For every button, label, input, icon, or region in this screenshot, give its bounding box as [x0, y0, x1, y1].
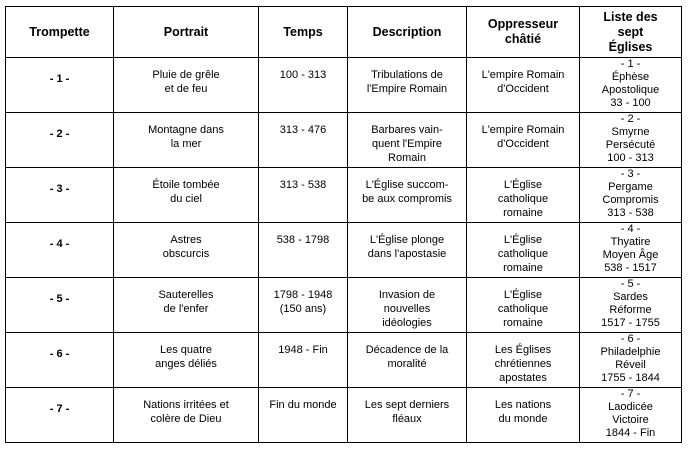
header-time [259, 7, 348, 58]
trumpet-number: - 5 - [49, 293, 70, 305]
church-name: Smyrne [611, 126, 650, 138]
oppressor-cell [467, 278, 580, 333]
trumpet-cell [6, 333, 114, 388]
church-period: 1517 - 1755 [601, 317, 660, 329]
portrait-cell [114, 113, 259, 168]
church-trait: Apostolique [601, 84, 660, 96]
church-period: 313 - 538 [607, 207, 654, 219]
oppressor-line: apostates [499, 372, 547, 384]
church-number: - 1 - [620, 58, 641, 70]
church-cell [580, 58, 682, 113]
time-cell [259, 278, 348, 333]
table-row [6, 58, 682, 113]
trumpet-cell [6, 223, 114, 278]
description-line: l'Empire Romain [366, 83, 448, 95]
portrait-cell [114, 278, 259, 333]
trumpet-cell [6, 278, 114, 333]
church-number: - 6 - [620, 333, 641, 345]
header-churches-line-2: sept [617, 24, 644, 39]
oppressor-line: romaine [503, 207, 543, 219]
portrait-line: du ciel [170, 193, 202, 205]
oppressor-line: d'Occident [497, 138, 549, 150]
oppressor-line: catholique [497, 303, 549, 315]
portrait-cell [114, 333, 259, 388]
description-cell [348, 388, 467, 443]
church-period: 33 - 100 [610, 97, 651, 109]
oppressor-line: romaine [503, 317, 543, 329]
church-cell [580, 333, 682, 388]
description-line: nouvelles [383, 303, 431, 315]
header-oppressor [467, 7, 580, 58]
description-line: L'Église plonge [369, 234, 445, 246]
time-line: 313 - 538 [279, 179, 327, 191]
trumpet-number: - 1 - [49, 73, 70, 85]
time-cell [259, 58, 348, 113]
time-cell [259, 223, 348, 278]
description-cell [348, 168, 467, 223]
church-trait: Victoire [612, 414, 649, 426]
trumpet-number: - 6 - [49, 348, 70, 360]
time-cell [259, 168, 348, 223]
header-trumpet-text: Trompette [29, 24, 90, 39]
description-line: Barbares vain- [371, 124, 443, 136]
oppressor-line: romaine [503, 262, 543, 274]
trumpet-cell [6, 388, 114, 443]
church-name: Éphèse [611, 71, 650, 83]
table-row [6, 223, 682, 278]
header-description [348, 7, 467, 58]
church-cell [580, 223, 682, 278]
oppressor-line: L'empire Romain [481, 69, 565, 81]
description-line: quent l'Empire [372, 138, 442, 150]
church-name: Laodicée [608, 401, 653, 413]
portrait-line: Nations irritées et [143, 399, 229, 411]
portrait-cell [114, 223, 259, 278]
portrait-line: de l'enfer [163, 303, 209, 315]
description-line: Invasion de [378, 289, 436, 301]
header-oppressor-line-2: châtié [504, 32, 542, 46]
oppressor-cell [467, 223, 580, 278]
trumpet-cell [6, 113, 114, 168]
table-header-row [6, 7, 682, 58]
oppressor-line: catholique [497, 248, 549, 260]
time-line: (150 ans) [279, 303, 327, 315]
description-cell [348, 113, 467, 168]
time-line: 538 - 1798 [276, 234, 330, 246]
church-name: Pergame [608, 181, 653, 193]
description-line: dans l'apostasie [367, 248, 447, 260]
description-line: Décadence de la [365, 344, 449, 356]
oppressor-line: d'Occident [497, 83, 549, 95]
oppressor-line: chrétiennes [494, 358, 552, 370]
church-name: Thyatire [610, 236, 651, 248]
oppressor-line: Les nations [494, 399, 552, 411]
portrait-line: et de feu [164, 83, 208, 95]
church-trait: Réveil [615, 359, 646, 371]
portrait-line: Astres [170, 234, 202, 246]
header-churches-line-1: Liste des [603, 9, 658, 24]
header-time-text: Temps [283, 24, 323, 39]
table-row [6, 168, 682, 223]
header-churches [580, 7, 682, 58]
oppressor-line: catholique [497, 193, 549, 205]
oppressor-line: L'Église [503, 179, 543, 191]
portrait-line: Sauterelles [158, 289, 214, 301]
church-number: - 7 - [620, 388, 641, 400]
time-line: 1948 - Fin [278, 344, 328, 356]
description-line: Romain [388, 152, 426, 164]
oppressor-line: L'Église [503, 289, 543, 301]
church-cell [580, 388, 682, 443]
description-line: L'Église succom- [365, 179, 449, 191]
church-trait: Persécuté [605, 139, 656, 151]
time-line: 100 - 313 [279, 69, 327, 81]
portrait-line: Étoile tombée [152, 179, 220, 191]
church-period: 1844 - Fin [605, 427, 656, 439]
description-cell [348, 223, 467, 278]
portrait-line: Montagne dans [148, 124, 224, 136]
church-name: Philadelphie [600, 346, 661, 358]
header-portrait [114, 7, 259, 58]
time-cell [259, 388, 348, 443]
church-name: Sardes [613, 291, 648, 303]
portrait-line: Les quatre [160, 344, 212, 356]
church-trait: Moyen Âge [602, 249, 659, 261]
church-cell [580, 278, 682, 333]
trumpet-number: - 4 - [49, 238, 70, 250]
portrait-line: obscurcis [162, 248, 210, 260]
oppressor-line: du monde [498, 413, 548, 425]
time-line: Fin du monde [269, 399, 337, 411]
church-trait: Réforme [609, 304, 652, 316]
portrait-line: Pluie de grêle [152, 69, 220, 81]
description-line: Les sept derniers [364, 399, 450, 411]
header-description-text: Description [372, 24, 442, 39]
trumpet-number: - 3 - [49, 183, 70, 195]
trumpets-table [5, 6, 682, 443]
church-cell [580, 168, 682, 223]
trumpet-number: - 7 - [49, 403, 70, 415]
description-line: fléaux [392, 413, 422, 425]
table-row [6, 113, 682, 168]
document-page [5, 6, 682, 443]
time-cell [259, 333, 348, 388]
church-number: - 4 - [620, 223, 641, 235]
header-trumpet [6, 7, 114, 58]
oppressor-cell [467, 113, 580, 168]
oppressor-cell [467, 168, 580, 223]
oppressor-cell [467, 58, 580, 113]
header-oppressor-line-1: Oppresseur [487, 17, 559, 31]
portrait-line: anges déliés [155, 358, 217, 370]
description-line: moralité [387, 358, 427, 370]
time-line: 313 - 476 [279, 124, 327, 136]
table-row [6, 333, 682, 388]
portrait-line: la mer [170, 138, 202, 150]
church-trait: Compromis [602, 194, 659, 206]
church-period: 538 - 1517 [604, 262, 657, 274]
trumpet-cell [6, 168, 114, 223]
oppressor-line: Les Églises [494, 344, 552, 356]
church-number: - 2 - [620, 113, 641, 125]
church-period: 1755 - 1844 [601, 372, 660, 384]
time-cell [259, 113, 348, 168]
church-period: 100 - 313 [607, 152, 654, 164]
oppressor-cell [467, 388, 580, 443]
description-line: idéologies [382, 317, 432, 329]
church-number: - 3 - [620, 168, 641, 180]
portrait-cell [114, 388, 259, 443]
description-cell [348, 278, 467, 333]
trumpet-number: - 2 - [49, 128, 70, 140]
oppressor-line: L'empire Romain [481, 124, 565, 136]
church-number: - 5 - [620, 278, 641, 290]
trumpet-cell [6, 58, 114, 113]
table-row [6, 278, 682, 333]
description-line: be aux compromis [362, 193, 452, 205]
description-cell [348, 333, 467, 388]
oppressor-line: L'Église [503, 234, 543, 246]
description-cell [348, 58, 467, 113]
header-portrait-text: Portrait [163, 24, 209, 39]
header-churches-line-3: Églises [608, 39, 653, 54]
description-line: Tribulations de [371, 69, 443, 81]
table-row [6, 388, 682, 443]
portrait-cell [114, 58, 259, 113]
time-line: 1798 - 1948 [273, 289, 333, 301]
oppressor-cell [467, 333, 580, 388]
church-cell [580, 113, 682, 168]
portrait-cell [114, 168, 259, 223]
portrait-line: colère de Dieu [150, 413, 222, 425]
